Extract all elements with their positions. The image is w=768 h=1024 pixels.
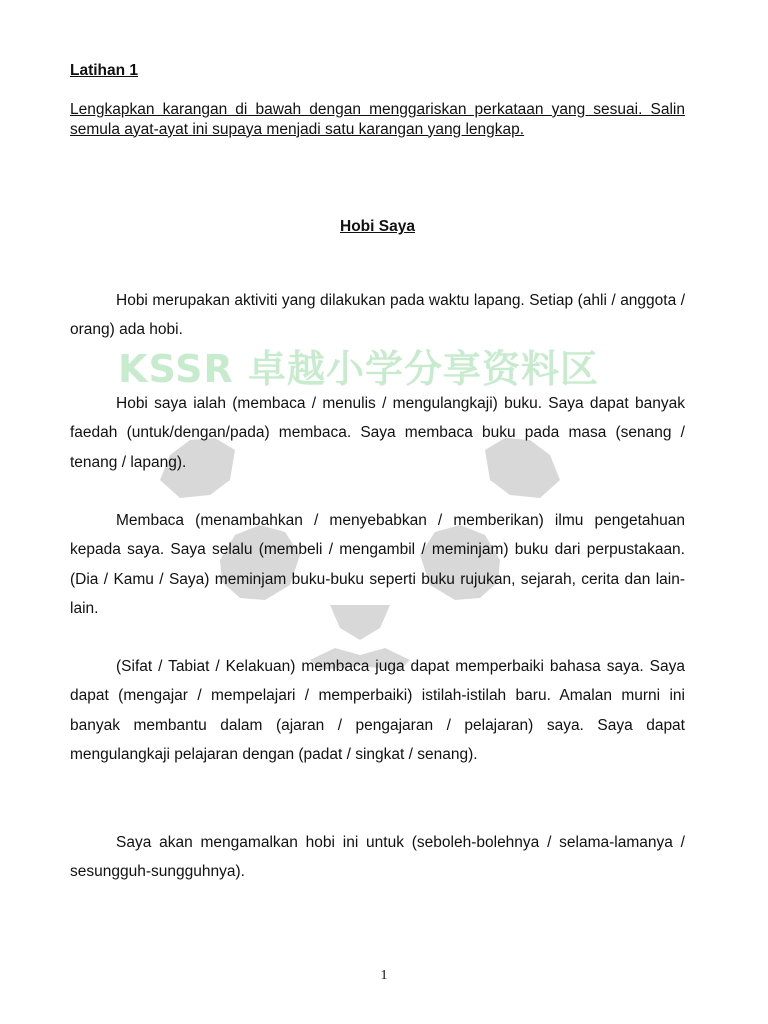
page-number: 1 [380, 968, 388, 983]
paragraph-4: (Sifat / Tabiat / Kelakuan) membaca juga dapat memperbaiki bahasa saya. Saya dapat (mengajar / mempelajari / memperbaiki) istilah-istilah baru. Amalan murni ini banyak membantu dalam (ajaran / pengajaran / pelajaran) saya. Saya dapat mengulangkaji pelajaran dengan (padat / singkat / senang). [70, 658, 685, 763]
paragraph-5: Saya akan mengamalkan hobi ini untuk (seboleh-bolehnya / selama-lamanya / sesungguh-sungguhnya). [70, 834, 685, 881]
watermark-text: KSSR 卓越小学分享资料区 [118, 347, 599, 391]
essay-title-text: Hobi Saya [340, 218, 415, 235]
exercise-heading: Latihan 1 [70, 62, 139, 79]
instruction-text: Lengkapkan karangan di bawah dengan menggariskan perkataan yang sesuai. Salin semula ayat-ayat ini supaya menjadi satu karangan yang lengkap. [70, 101, 685, 138]
paragraph-1: Hobi merupakan aktiviti yang dilakukan pada waktu lapang. Setiap (ahli / anggota / orang) ada hobi. [70, 292, 685, 339]
paragraph-2: Hobi saya ialah (membaca / menulis / mengulangkaji) buku. Saya dapat banyak faedah (untuk/dengan/pada) membaca. Saya membaca buku pada masa (senang / tenang / lapang). [70, 395, 685, 471]
paragraph-3: Membaca (menambahkan / menyebabkan / memberikan) ilmu pengetahuan kepada saya. Saya selalu (membeli / mengambil / meminjam) buku dari perpustakaan. (Dia / Kamu / Saya) meminjam buku-buku seperti buku rujukan, sejarah, cerita dan lain-lain. [70, 512, 685, 617]
essay-title [70, 218, 685, 236]
